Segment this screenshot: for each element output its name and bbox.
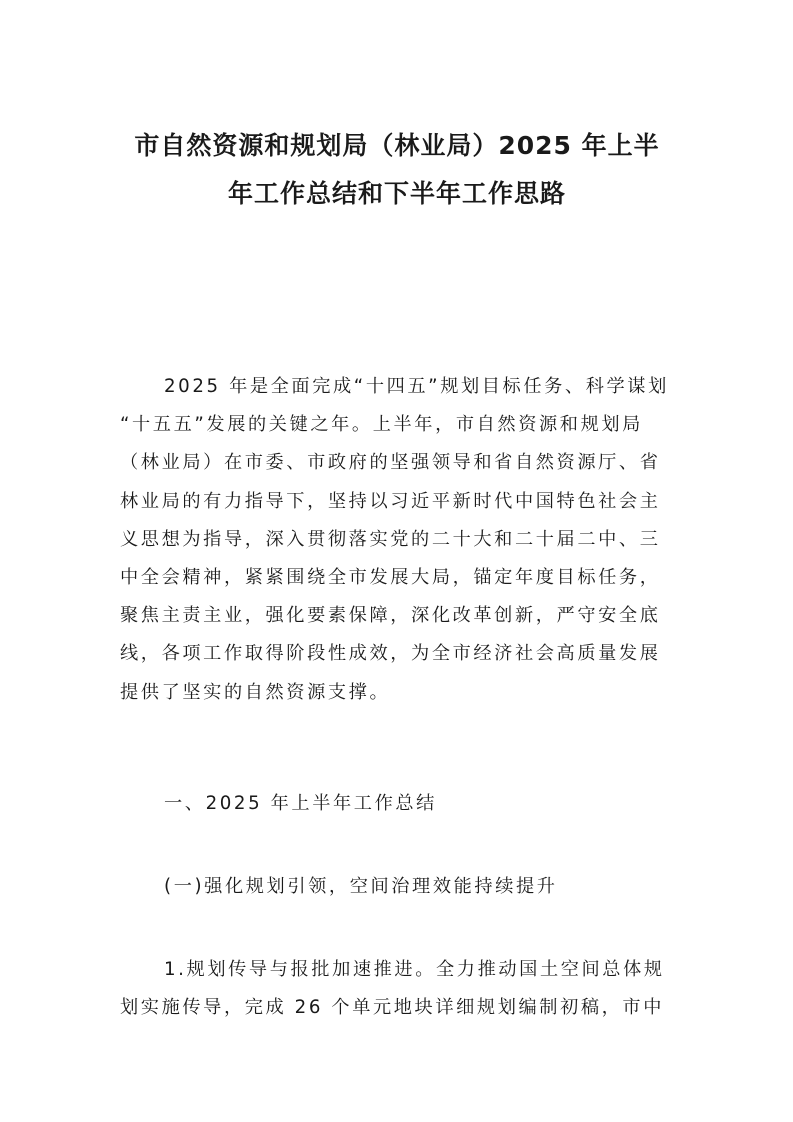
subsection-heading-text: (一)强化规划引领，空间治理效能持续提升 [164, 876, 558, 897]
section-heading-text: 一、2025 年上半年工作总结 [164, 793, 437, 814]
paragraph-line: 划实施传导，完成 26 个单元地块详细规划编制初稿，市中 [120, 997, 665, 1019]
title-line: 市自然资源和规划局（林业局）2025 年上半 [134, 131, 660, 160]
section-heading [120, 785, 675, 823]
paragraph-line: “十五五”发展的关键之年。上半年，市自然资源和规划局 [120, 414, 643, 436]
paragraph-line: 2025 年是全面完成“十四五”规划目标任务、科学谋划 [164, 376, 669, 397]
paragraph-line: （林业局）在市委、市政府的坚强领导和省自然资源厅、省 [120, 452, 661, 474]
paragraph-line: 提供了坚实的自然资源支撑。 [120, 681, 391, 703]
paragraph-line: 1.规划传导与报批加速推进。全力推动国土空间总体规 [164, 959, 665, 980]
paragraph-line: 林业局的有力指导下，坚持以习近平新时代中国特色社会主 [120, 490, 661, 512]
document-title [110, 122, 684, 218]
item-paragraph [120, 951, 675, 1027]
paragraph-line: 义思想为指导，深入贯彻落实党的二十大和二十届二中、三 [120, 528, 661, 550]
subsection-heading [120, 868, 675, 906]
paragraph-line: 聚焦主责主业，强化要素保障，深化改革创新，严守安全底 [120, 605, 661, 627]
intro-paragraph [120, 368, 675, 712]
paragraph-line: 中全会精神，紧紧围绕全市发展大局，锚定年度目标任务， [120, 567, 661, 589]
title-line: 年工作总结和下半年工作思路 [227, 179, 566, 208]
paragraph-line: 线，各项工作取得阶段性成效，为全市经济社会高质量发展 [120, 643, 661, 665]
